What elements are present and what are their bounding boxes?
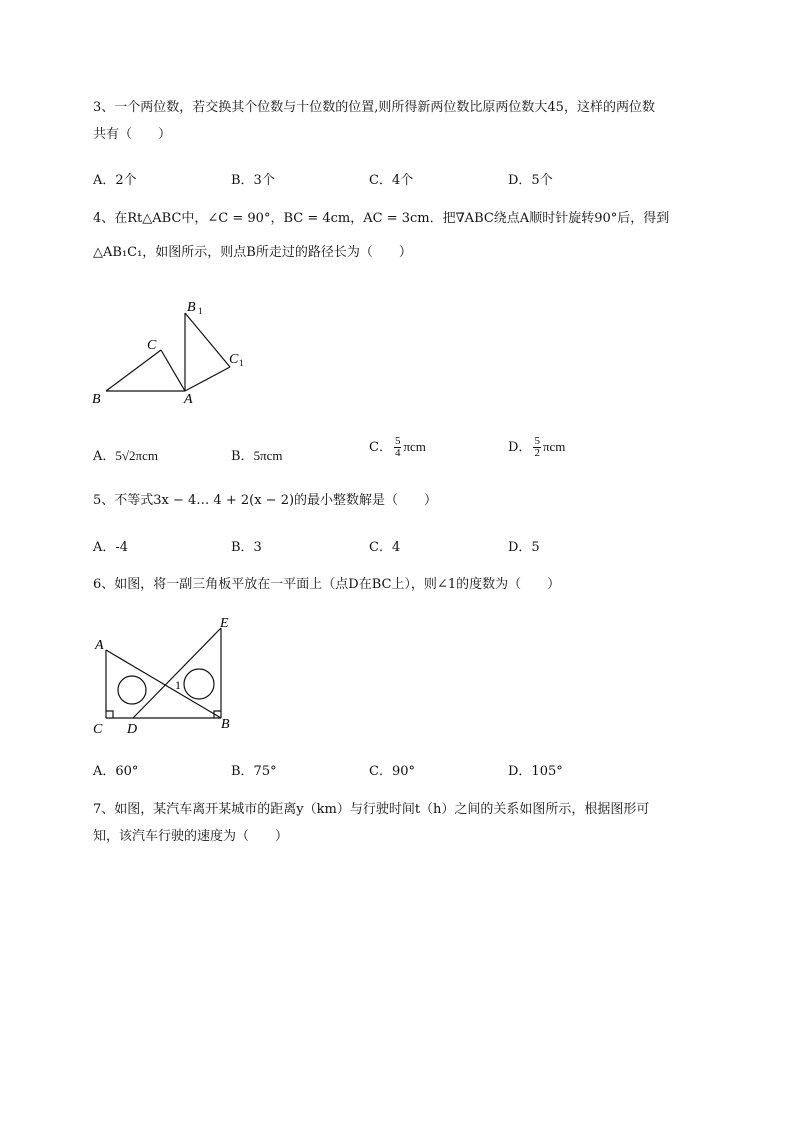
q3-option-c: C．4个 bbox=[369, 173, 414, 188]
label-b1: B bbox=[187, 300, 196, 315]
q4-option-a bbox=[93, 445, 158, 464]
q7-line1: 7、如图，某汽车离开某城市的距离y（km）与行驶时间t（h）之间的关系如图所示，根据图形可 bbox=[93, 802, 650, 817]
q4-line1: 4、在Rt△ABC中，∠C = 90°，BC = 4cm，AC = 3cm．把∇ABC绕点A顺时针旋转90°后，得到 bbox=[93, 211, 670, 226]
q6-option-c: C．90° bbox=[369, 764, 415, 779]
label-e: E bbox=[220, 616, 229, 631]
label-a: A bbox=[95, 638, 104, 653]
q4-option-d-tail: πcm bbox=[542, 439, 566, 454]
segment-b1c1 bbox=[185, 313, 230, 367]
q4-option-d-numerator: 5 bbox=[534, 435, 540, 447]
q4-option-c bbox=[369, 436, 426, 459]
q5-option-b: B．3 bbox=[231, 540, 262, 555]
label-angle-1: 1 bbox=[175, 678, 181, 692]
label-a: A bbox=[184, 392, 193, 407]
q3-option-b: B．3个 bbox=[231, 173, 275, 188]
q5-option-a: A．-4 bbox=[93, 540, 129, 555]
q4-option-b-value: 5πcm bbox=[253, 448, 283, 463]
q6-line1: 6、如图，将一副三角板平放在一平面上（点D在BC上），则∠1的度数为（ ） bbox=[93, 577, 561, 592]
q4-option-c-label: C． bbox=[369, 440, 392, 455]
q4-triangle-figure bbox=[88, 294, 248, 408]
q6-set-squares-figure bbox=[88, 612, 248, 738]
q4-option-d bbox=[508, 436, 565, 459]
q6-option-b: B．75° bbox=[231, 764, 277, 779]
segment-ca bbox=[161, 350, 185, 391]
label-c: C bbox=[147, 338, 157, 353]
q4-option-a-value: 5√2πcm bbox=[115, 448, 158, 463]
label-c1-sub: 1 bbox=[239, 358, 244, 368]
label-d: D bbox=[127, 722, 138, 737]
label-b1-sub: 1 bbox=[198, 306, 203, 316]
q4-option-b bbox=[231, 445, 283, 464]
label-b: B bbox=[92, 392, 101, 407]
label-b: B bbox=[221, 717, 230, 732]
q4-option-c-denominator: 4 bbox=[394, 447, 401, 459]
q4-option-a-label: A． bbox=[93, 449, 116, 464]
q3-option-d: D．5个 bbox=[508, 173, 553, 188]
q5-line1: 5、不等式3x − 4… 4 + 2(x − 2)的最小整数解是（ ） bbox=[93, 493, 438, 508]
q3-line1: 3、一个两位数，若交换其个位数与十位数的位置,则所得新两位数比原两位数大45，这样的两位数 bbox=[93, 100, 655, 115]
q4-option-c-tail: πcm bbox=[403, 439, 426, 454]
q3-option-a: A．2个 bbox=[93, 173, 137, 188]
set-square-hole-left bbox=[118, 676, 146, 704]
segment-c1a bbox=[185, 367, 230, 391]
q4-option-b-label: B． bbox=[231, 449, 254, 464]
q3-line2: 共有（ ） bbox=[93, 127, 172, 142]
q4-option-d-denominator: 2 bbox=[534, 447, 540, 459]
q4-option-c-fraction bbox=[394, 436, 402, 459]
q7-line2: 知，该汽车行驶的速度为（ ） bbox=[93, 829, 289, 844]
segment-ed bbox=[133, 628, 221, 718]
q5-option-d: D．5 bbox=[508, 540, 540, 555]
label-c: C bbox=[93, 722, 103, 737]
q4-option-d-fraction bbox=[533, 436, 541, 459]
q5-option-c: C．4 bbox=[369, 540, 401, 555]
q4-line2: △AB₁C₁，如图所示，则点B所走过的路径长为（ ） bbox=[93, 245, 412, 260]
right-angle-mark-c bbox=[106, 711, 113, 718]
q6-option-a: A．60° bbox=[93, 764, 139, 779]
segment-ab bbox=[106, 650, 221, 718]
q6-option-d: D．105° bbox=[508, 764, 563, 779]
q4-option-c-numerator: 5 bbox=[394, 435, 401, 447]
label-c1: C bbox=[229, 352, 239, 367]
segment-bc bbox=[106, 350, 161, 391]
q4-option-d-label: D． bbox=[508, 440, 532, 455]
set-square-hole-right bbox=[184, 669, 214, 699]
